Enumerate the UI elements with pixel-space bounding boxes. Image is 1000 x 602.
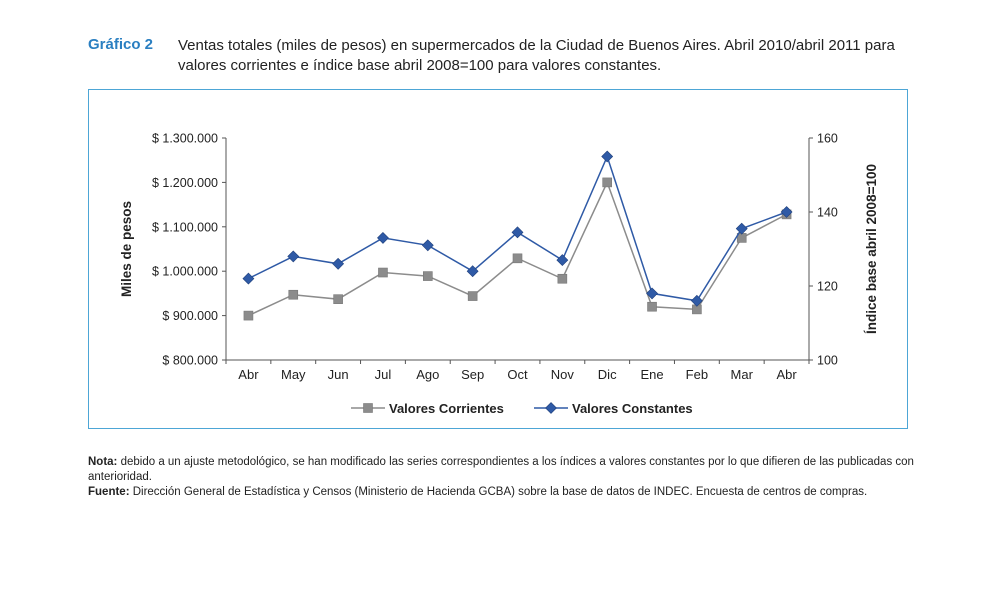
data-point-constantes — [243, 273, 254, 284]
x-tick-label: Abr — [776, 367, 797, 382]
legend-label-constantes: Valores Constantes — [572, 401, 693, 416]
data-point-constantes — [736, 223, 747, 234]
left-tick-label: $ 1.000.000 — [151, 264, 218, 279]
note-label: Nota: — [88, 456, 118, 468]
x-tick-label: Feb — [685, 367, 709, 382]
note-text: debido a un ajuste metodológico, se han modificado las series correspondientes a los índices a valores constantes por lo que difieren de las publicadas con anterioridad. — [88, 456, 914, 483]
x-tick-label: Ene — [640, 367, 664, 382]
data-point-corrientes — [378, 268, 387, 277]
x-tick-label: Mar — [730, 367, 753, 382]
right-tick-label: 160 — [817, 131, 838, 146]
chart-frame — [88, 89, 908, 429]
x-tick-label: Dic — [597, 367, 617, 382]
source-text: Dirección General de Estadística y Censos (Ministerio de Hacienda GCBA) sobre la base de datos de INDEC. Encuesta de centros de compras. — [129, 486, 868, 498]
note-line — [88, 455, 918, 485]
left-tick-label: $ 900.000 — [162, 309, 218, 324]
data-point-constantes — [602, 151, 613, 162]
legend-marker-corrientes — [364, 404, 373, 413]
right-tick-label: 100 — [817, 353, 838, 368]
x-tick-label: Ago — [416, 367, 440, 382]
figure-title: Ventas totales (miles de pesos) en supermercados de la Ciudad de Buenos Aires. Abril 2010/abril 2011 para valores corrientes e índice base abril 2008=100 para valores constantes. — [178, 37, 895, 74]
data-point-constantes — [377, 232, 388, 243]
x-tick-label: Nov — [550, 367, 574, 382]
legend-label-corrientes: Valores Corrientes — [389, 401, 504, 416]
line-chart — [89, 90, 907, 428]
x-tick-label: Jun — [327, 367, 349, 382]
footnotes — [88, 455, 918, 500]
left-tick-label: $ 1.200.000 — [151, 175, 218, 190]
x-tick-label: Abr — [238, 367, 259, 382]
data-point-corrientes — [334, 295, 343, 304]
x-tick-label: Sep — [461, 367, 485, 382]
legend-marker-constantes — [546, 403, 557, 414]
data-point-constantes — [333, 258, 344, 269]
right-tick-label: 120 — [817, 279, 838, 294]
left-axis-title: Miles de pesos — [119, 200, 134, 298]
series-line-corrientes — [248, 182, 786, 315]
right-axis-title: Índice base abril 2008=100 — [864, 164, 879, 334]
left-tick-label: $ 800.000 — [162, 353, 218, 368]
data-point-corrientes — [423, 272, 432, 281]
left-tick-label: $ 1.300.000 — [151, 131, 218, 146]
data-point-corrientes — [468, 292, 477, 301]
source-label: Fuente: — [88, 486, 130, 498]
data-point-corrientes — [513, 254, 522, 263]
data-point-constantes — [557, 255, 568, 266]
data-point-constantes — [288, 251, 299, 262]
data-point-corrientes — [603, 178, 612, 187]
data-point-corrientes — [244, 311, 253, 320]
left-tick-label: $ 1.100.000 — [151, 220, 218, 235]
x-tick-label: May — [280, 367, 306, 382]
source-line — [88, 485, 918, 500]
figure-label: Gráfico 2 — [88, 36, 154, 53]
x-tick-label: Jul — [374, 367, 392, 382]
data-point-corrientes — [558, 274, 567, 283]
x-tick-label: Oct — [507, 367, 528, 382]
right-tick-label: 140 — [817, 205, 838, 220]
data-point-constantes — [422, 240, 433, 251]
data-point-corrientes — [648, 302, 657, 311]
data-point-corrientes — [289, 290, 298, 299]
